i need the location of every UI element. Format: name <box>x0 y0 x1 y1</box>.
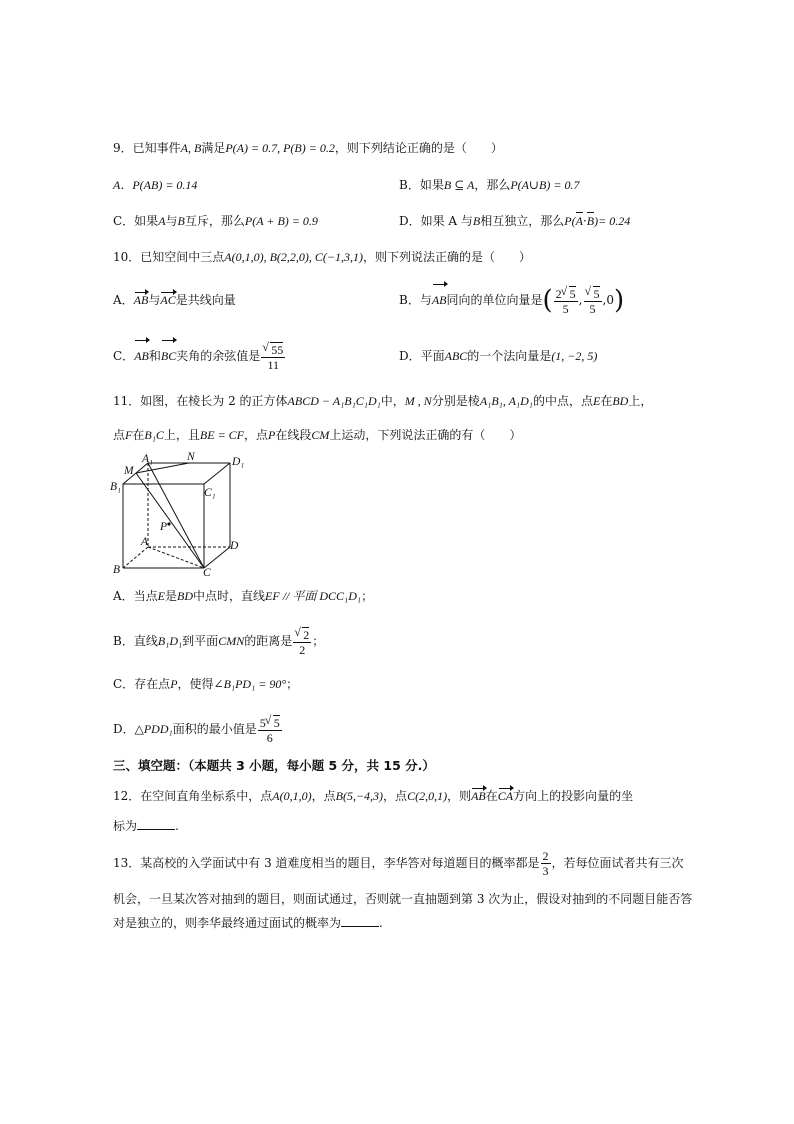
q10-option-a: A．AB与AC是共线向量 <box>113 293 236 307</box>
q11-option-d: D．△PDD₁面积的最小值是 $\frac{5√ 5}{6}$ <box>113 712 283 746</box>
section-title: 三、填空题：（本题共 3 小题，每小题 5 分，共 15 分.） <box>113 758 435 773</box>
q11-option-a: A．当点E是BD中点时，直线EF // 平面 DCC₁D₁； <box>113 589 374 603</box>
answer-blank[interactable] <box>341 914 379 927</box>
label-m: M <box>124 465 134 477</box>
q9-option-a: A．P(AB) = 0.14 <box>113 178 198 192</box>
label-n: N <box>187 451 195 463</box>
q11-option-c: C．存在点P，使得∠B₁PD₁ = 90°； <box>113 677 299 691</box>
label-a: A <box>141 536 149 548</box>
q13-line1: 13．某高校的入学面试中有 3 道难度相当的题目，李华答对每道题目的概率都是 $\frac{2}{3}$ ，若每位面试者共有三次 <box>113 849 684 878</box>
q9-option-b: B．如果B ⊆ A，那么P(A∪B) = 0.7 <box>399 178 580 192</box>
q11-stem-line2: 点F在B₁C上，且BE = CF，点P在线段CM上运动，下列说法正确的有（ ） <box>113 428 522 442</box>
q11-option-b: B．直线B₁D₁到平面CMN的距离是 √ $\frac{2}{2}$ ； <box>113 624 324 658</box>
label-b: B <box>113 564 121 576</box>
q13-line2: 机会，一旦某次答对抽到的题目，则面试通过，否则就一直抽题到第 3 次为止，假设对抽到的不同题目能否答 <box>113 892 693 906</box>
q10-stem: 10．已知空间中三点A(0,1,0), B(2,2,0), C(−1,3,1)，则下列说法正确的是（ ） <box>113 250 532 264</box>
q10-option-b: B．与AB同向的单位向量是( $\frac{2√ 5}{5}$ , √ $\frac{5}{5}$ ,0) <box>399 283 624 317</box>
label-a1: A₁ <box>142 453 154 465</box>
q12-line1: 12．在空间直角坐标系中，点A(0,1,0)，点B(5,−4,3)，点C(2,0,1)，则AB在CA方向上的投影向量的坐 <box>113 789 634 803</box>
q12-line2: 标为 . <box>113 819 179 833</box>
q9-option-d: D．如果 A 与B相互独立，那么P(A·B)= 0.24 <box>399 214 631 228</box>
q10-option-d: D．平面ABC的一个法向量是(1, −2, 5) <box>399 349 598 363</box>
label-c: C <box>203 567 211 579</box>
q13-line3: 对是独立的，则李华最终通过面试的概率为 . <box>113 916 383 930</box>
label-p: P <box>160 521 168 533</box>
q9-option-c: C．如果A与B互斥，那么P(A + B) = 0.9 <box>113 214 318 228</box>
answer-blank[interactable] <box>137 817 175 830</box>
label-d1: D₁ <box>232 456 245 468</box>
label-c1: C₁ <box>204 487 216 499</box>
q9-stem: 9．已知事件A, B满足P(A) = 0.7, P(B) = 0.2，则下列结论正确的是（ ） <box>113 141 503 155</box>
q11-stem-line1: 11．如图，在棱长为 2 的正方体ABCD − A₁B₁C₁D₁中，M , N分别是棱A₁B₁, A₁D₁的中点，点E在BD上， <box>113 394 653 408</box>
q10-option-c: C．AB和BC夹角的余弦值是 √ $\frac{55}{11}$ <box>113 339 286 373</box>
label-d: D <box>230 540 239 552</box>
cube-figure <box>108 450 258 580</box>
label-b1: B₁ <box>110 481 122 493</box>
